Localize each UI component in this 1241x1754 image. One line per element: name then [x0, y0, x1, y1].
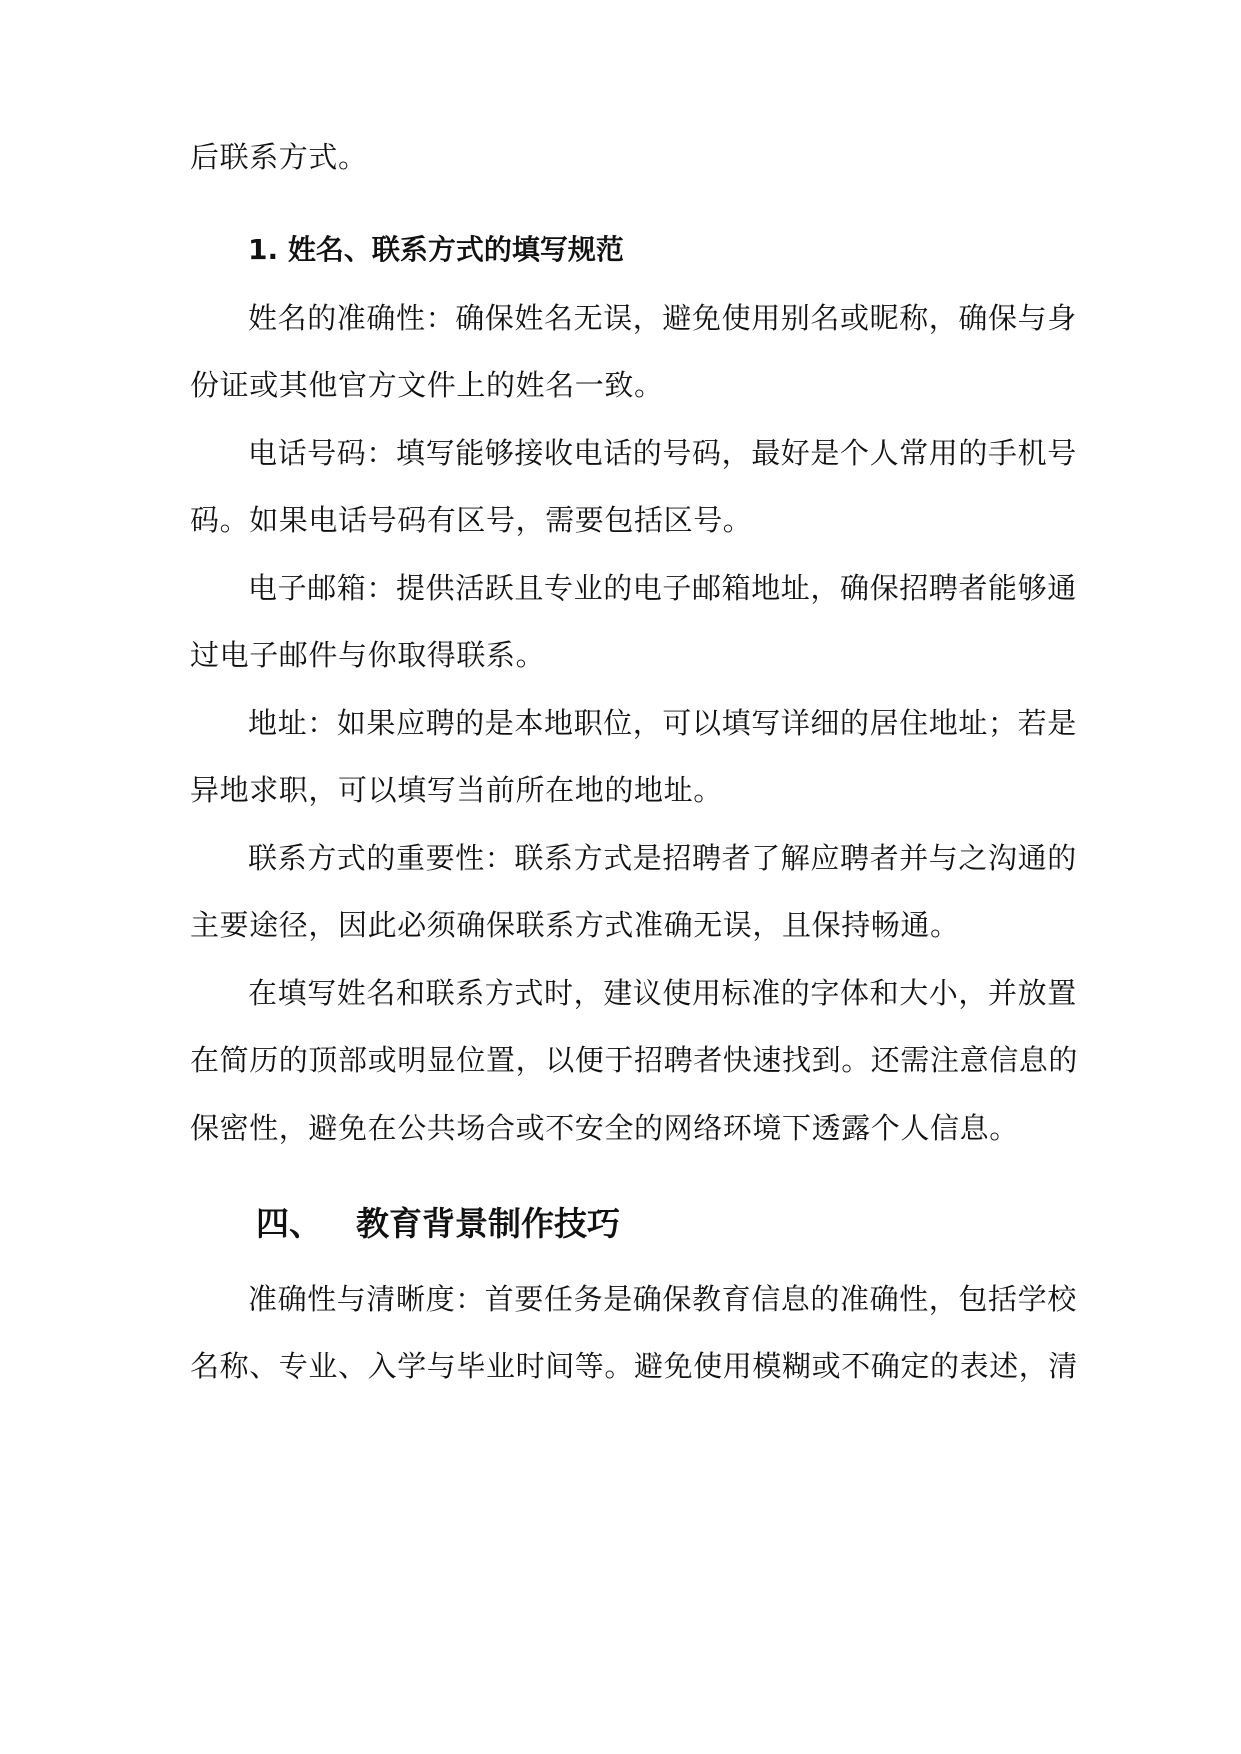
paragraph-line: 过电子邮件与你取得联系。 — [190, 638, 546, 672]
paragraph-line: 电子邮箱：提供活跃且专业的电子邮箱地址，确保招聘者能够通 — [248, 571, 1077, 605]
paragraph-line: 份证或其他官方文件上的姓名一致。 — [190, 368, 664, 402]
section-number: 四、 — [256, 1204, 322, 1243]
paragraph-line: 码。如果电话号码有区号，需要包括区号。 — [190, 503, 753, 537]
section-heading — [256, 1204, 620, 1244]
paragraph-line: 姓名的准确性：确保姓名无误，避免使用别名或昵称，确保与身 — [248, 301, 1077, 335]
paragraph-line: 准确性与清晰度：首要任务是确保教育信息的准确性，包括学校 — [248, 1282, 1077, 1316]
paragraph-line: 联系方式的重要性：联系方式是招聘者了解应聘者并与之沟通的 — [248, 841, 1077, 875]
paragraph-line: 保密性，避免在公共场合或不安全的网络环境下透露个人信息。 — [190, 1111, 1019, 1145]
paragraph-line: 地址：如果应聘的是本地职位，可以填写详细的居住地址；若是 — [248, 706, 1077, 740]
section-title: 教育背景制作技巧 — [356, 1204, 620, 1243]
paragraph-line: 在填写姓名和联系方式时，建议使用标准的字体和大小，并放置 — [248, 976, 1077, 1010]
paragraph-line: 名称、专业、入学与毕业时间等。避免使用模糊或不确定的表述，清 — [190, 1349, 1079, 1383]
paragraph-line: 电话号码：填写能够接收电话的号码，最好是个人常用的手机号 — [248, 436, 1077, 470]
paragraph-line: 主要途径，因此必须确保联系方式准确无误，且保持畅通。 — [190, 908, 960, 942]
paragraph-line: 在简历的顶部或明显位置，以便于招聘者快速找到。还需注意信息的 — [190, 1043, 1079, 1077]
paragraph-line: 后联系方式。 — [190, 140, 368, 174]
subheading: 1. 姓名、联系方式的填写规范 — [248, 233, 624, 266]
paragraph-line: 异地求职，可以填写当前所在地的地址。 — [190, 773, 723, 807]
